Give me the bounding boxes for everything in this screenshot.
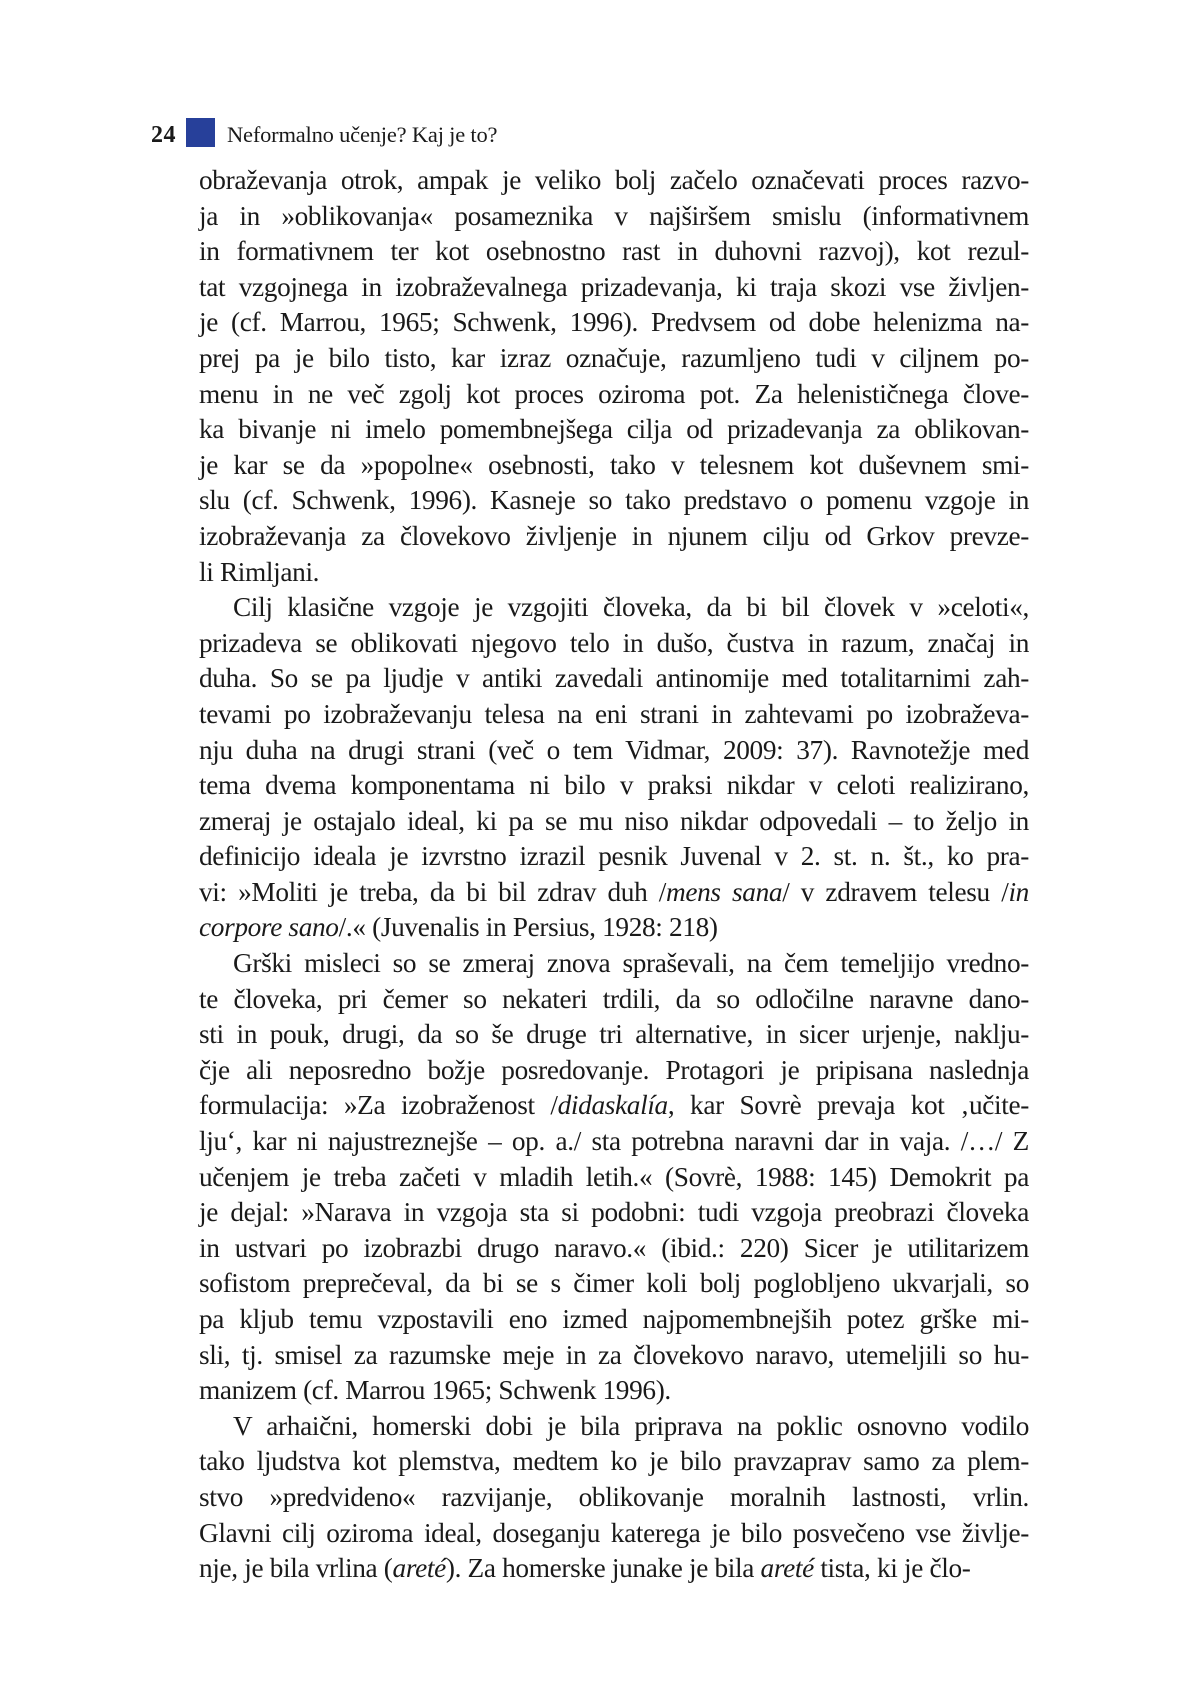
text-line <box>199 697 1029 733</box>
text-line <box>199 839 1029 875</box>
text-line <box>199 412 1029 448</box>
text-run: izobraževanja za človekovo življenje in njunem cilju od Grkov prevze- <box>199 520 1029 551</box>
text-run: tat vzgojnega in izobraževalnega prizadevanja, ki traja skozi vse življen- <box>199 271 1029 302</box>
text-run: obraževanja otrok, ampak je veliko bolj začelo označevati proces razvo- <box>199 165 1029 195</box>
text-run: manizem (cf. Marrou 1965; Schwenk 1996). <box>199 1375 671 1406</box>
text-run: je dejal: »Narava in vzgoja sta si podobni: tudi vzgoja preobrazi človeka <box>199 1197 1029 1228</box>
text-line <box>199 1480 1029 1516</box>
text-run: zmeraj je ostajalo ideal, ki pa se mu niso nikdar odpovedali – to željo in <box>199 805 1029 836</box>
text-line <box>199 1195 1029 1231</box>
page-number: 24 <box>151 121 176 148</box>
text-run: je kar se da »popolne« osebnosti, tako v telesnem kot duševnem smi- <box>199 449 1029 480</box>
chapter-marker-square <box>186 118 215 147</box>
text-line <box>199 1444 1029 1480</box>
paragraph <box>199 946 1029 1409</box>
text-run: in formativnem ter kot osebnostno rast in duhovni razvoj), kot rezul- <box>199 236 1029 267</box>
text-run: menu in ne več zgolj kot proces oziroma pot. Za helenističnega člove- <box>199 378 1029 409</box>
text-run: tako ljudstva kot plemstva, medtem ko je bilo pravzaprav samo za plem- <box>199 1446 1029 1477</box>
text-line <box>199 1409 1029 1445</box>
paragraph <box>199 163 1029 590</box>
text-run: te človeka, pri čemer so nekateri trdili, da so odločilne naravne dano- <box>199 983 1029 1014</box>
text-run: tema dvema komponentama ni bilo v praksi nikdar v celoti realizirano, <box>199 770 1029 801</box>
text-run: tista, ki je člo- <box>813 1553 971 1584</box>
text-run: stvo »predvideno« razvijanje, oblikovanje moralnih lastnosti, vrlin. <box>199 1481 1029 1512</box>
text-line <box>199 1516 1029 1552</box>
text-line <box>199 341 1029 377</box>
text-run: je (cf. Marrou, 1965; Schwenk, 1996). Predvsem od dobe helenizma na- <box>199 307 1029 338</box>
running-title: Neformalno učenje? Kaj je to? <box>227 122 498 147</box>
text-line <box>199 1551 1029 1587</box>
text-run: Grški misleci so se zmeraj znova spraševali, na čem temeljijo vredno- <box>233 948 1029 979</box>
text-line <box>199 448 1029 484</box>
text-line <box>199 875 1029 911</box>
text-run: sli, tj. smisel za razumske meje in za človekovo naravo, utemeljili so hu- <box>199 1339 1029 1370</box>
text-run: nje, je bila vrlina ( <box>199 1553 393 1584</box>
text-run: ). Za homerske junake je bila <box>445 1553 761 1584</box>
text-line <box>199 590 1029 626</box>
text-run: nju duha na drugi strani (več o tem Vidmar, 2009: 37). Ravnotežje med <box>199 734 1029 765</box>
text-run: li Rimljani. <box>199 556 320 587</box>
text-run: ja in »oblikovanja« posameznika v najširšem smislu (informativnem <box>199 200 1029 231</box>
text-run: in ustvari po izobrazbi drugo naravo.« (ibid.: 220) Sicer je utilitarizem <box>199 1232 1029 1263</box>
text-line <box>199 1088 1029 1124</box>
text-line <box>199 1231 1029 1267</box>
text-line <box>199 234 1029 270</box>
text-run: V arhaični, homerski dobi je bila priprava na poklic osnovno vodilo <box>233 1410 1029 1441</box>
text-line <box>199 519 1029 555</box>
text-run: prej pa je bilo tisto, kar izraz označuje, razumljeno tudi v ciljnem po- <box>199 342 1029 373</box>
italic-term: corpore sano <box>199 912 339 943</box>
italic-term: areté <box>392 1553 446 1584</box>
paragraph <box>199 590 1029 946</box>
text-line <box>199 733 1029 769</box>
text-line <box>199 555 1029 591</box>
text-line <box>199 1124 1029 1160</box>
text-line <box>199 1338 1029 1374</box>
text-line <box>199 910 1029 946</box>
text-run: slu (cf. Schwenk, 1996). Kasneje so tako predstavo o pomenu vzgoje in <box>199 485 1029 516</box>
text-run: lju‘, kar ni najustreznejše – op. a./ sta potrebna naravni dar in vaja. /…/ Z <box>199 1126 1029 1157</box>
body-text <box>199 163 1029 1587</box>
text-run: Glavni cilj oziroma ideal, doseganju katerega je bilo posvečeno vse življe- <box>199 1517 1029 1548</box>
italic-term: mens sana <box>665 876 783 907</box>
text-line <box>199 626 1029 662</box>
text-run: sti in pouk, drugi, da so še druge tri alternative, in sicer urjenje, naklju- <box>199 1019 1029 1050</box>
text-line <box>199 982 1029 1018</box>
text-run: ka bivanje ni imelo pomembnejšega cilja od prizadevanja za oblikovan- <box>199 414 1029 445</box>
text-line <box>199 305 1029 341</box>
text-line <box>199 804 1029 840</box>
text-run: / v zdravem telesu / <box>782 876 1009 907</box>
text-line <box>199 163 1029 199</box>
text-run: vi: »Moliti je treba, da bi bil zdrav duh / <box>199 876 666 907</box>
italic-term: in <box>1008 876 1029 907</box>
text-run: prizadeva se oblikovati njegovo telo in dušo, čustva in razum, značaj in <box>199 627 1029 658</box>
text-run: čje ali neposredno božje posredovanje. Protagori je pripisana naslednja <box>199 1054 1029 1085</box>
text-line <box>199 1160 1029 1196</box>
text-run: sofistom preprečeval, da bi se s čimer koli bolj poglobljeno ukvarjali, so <box>199 1268 1029 1299</box>
text-run: definicijo ideala je izvrstno izrazil pesnik Juvenal v 2. st. n. št., ko pra- <box>199 841 1029 872</box>
text-line <box>199 1053 1029 1089</box>
text-line <box>199 270 1029 306</box>
text-run: učenjem je treba začeti v mladih letih.« (Sovrè, 1988: 145) Demokrit pa <box>199 1161 1029 1192</box>
text-line <box>199 377 1029 413</box>
text-run: pa kljub temu vzpostavili eno izmed najpomembnejših potez grške mi- <box>199 1304 1029 1334</box>
text-run: Cilj klasične vzgoje je vzgojiti človeka, da bi bil človek v »celoti«, <box>233 592 1029 623</box>
paragraph <box>199 1409 1029 1587</box>
text-line <box>199 1266 1029 1302</box>
text-line <box>199 661 1029 697</box>
text-line <box>199 1373 1029 1409</box>
running-head <box>151 120 497 150</box>
text-line <box>199 1302 1029 1338</box>
text-run: , kar Sovrè prevaja kot ‚učite- <box>667 1090 1029 1121</box>
text-run: duha. So se pa ljudje v antiki zavedali antinomije med totalitarnimi zah- <box>199 663 1029 694</box>
text-line <box>199 946 1029 982</box>
text-line <box>199 483 1029 519</box>
text-line <box>199 199 1029 235</box>
italic-term: areté <box>760 1553 814 1584</box>
text-line <box>199 1017 1029 1053</box>
text-line <box>199 768 1029 804</box>
text-run: /.« (Juvenalis in Persius, 1928: 218) <box>338 912 718 943</box>
italic-term: didaskalía <box>557 1090 668 1121</box>
text-run: tevami po izobraževanju telesa na eni strani in zahtevami po izobraževa- <box>199 698 1029 729</box>
text-run: formulacija: »Za izobraženost / <box>199 1090 558 1121</box>
